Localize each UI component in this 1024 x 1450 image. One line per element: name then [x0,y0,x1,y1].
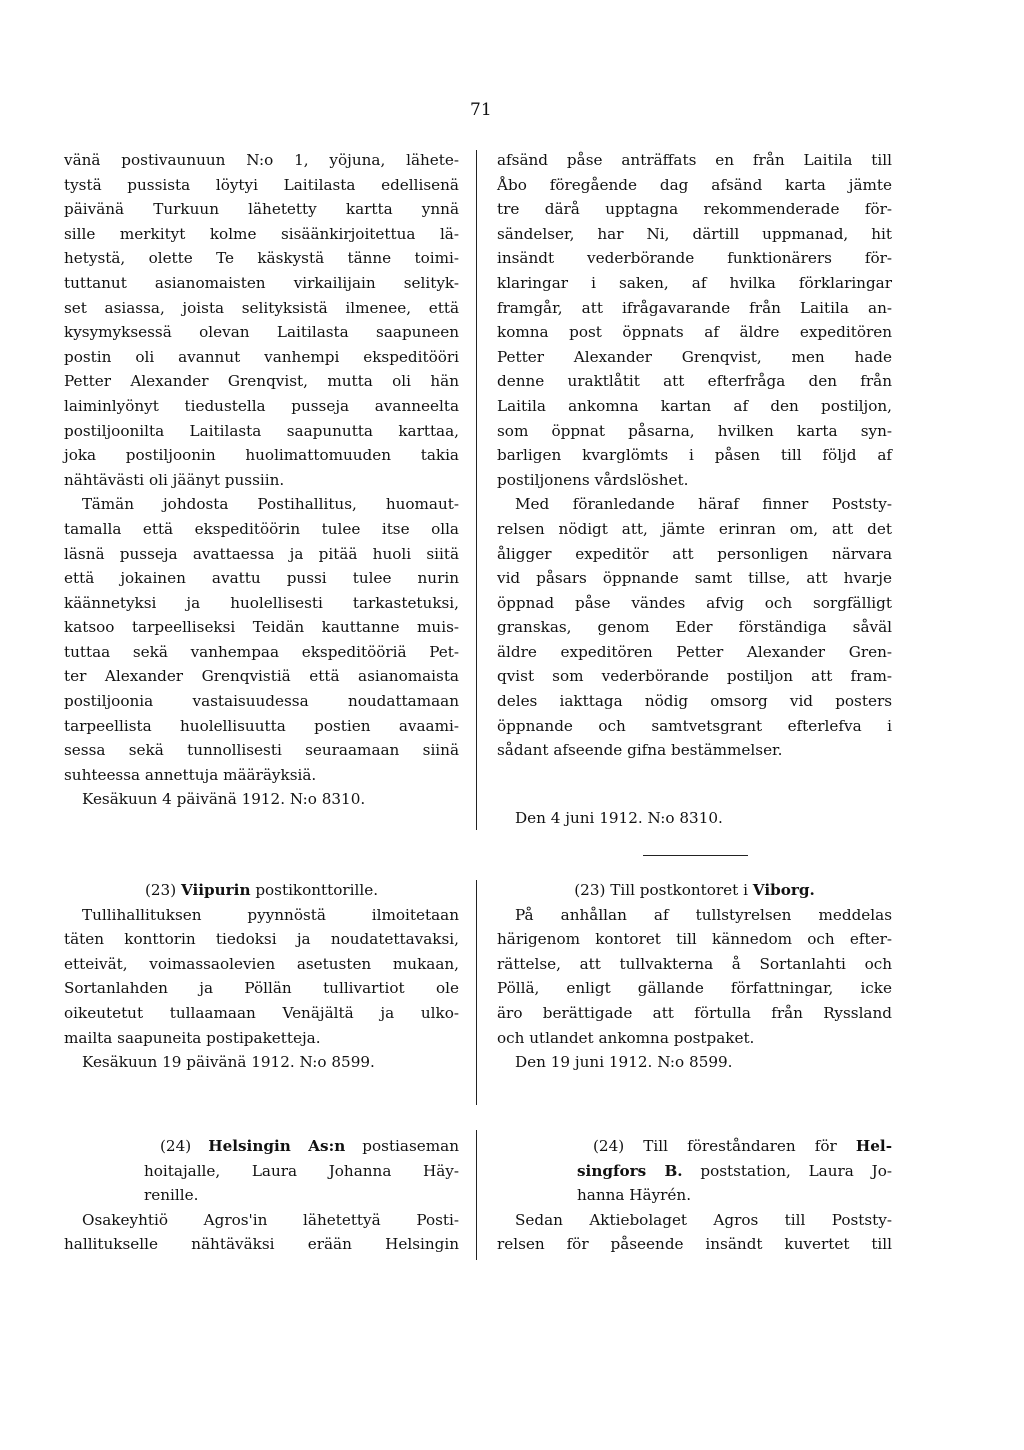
page-number: 71 [470,100,492,120]
text-line: Tullihallituksen pyynnöstä ilmoitetaan [82,905,459,924]
section-23-heading: (23) Viipurin postikonttorille. [144,881,379,899]
section-24-heading-3: renille. [144,1186,199,1205]
text-line: Tämän johdosta Postihallitus, huomaut- [82,495,459,514]
text-line: På anhållan af tullstyrelsen meddelas [515,905,892,924]
text-line: ter Alexander Grenqvistiä että asianomaista [64,667,459,686]
text-line: täten konttorin tiedoksi ja noudatettavaksi, [64,930,459,949]
text-line: set asiassa, joista selityksistä ilmenee, että [64,298,459,317]
text-line: relsen nödigt att, jämte erinran om, att det [497,519,892,538]
text-line: denne uraktlåtit att efterfråga den från [497,372,892,391]
section-24-heading: (24) Helsingin As:n postiaseman [160,1137,459,1155]
text-line: rättelse, att tullvakterna å Sortanlahti och [497,954,892,973]
text-line: hallitukselle nähtäväksi erään Helsingin [64,1235,459,1254]
text-line: postin oli avannut vanhempi ekspeditööri [64,347,459,366]
text-line: tuttaa sekä vanhempaa ekspeditööriä Pet- [64,642,459,661]
text-line: afsänd påse anträffats en från Laitila till [497,151,892,169]
text-line: suhteessa annettuja määräyksiä. [64,765,317,784]
text-line: joka postiljoonin huolimattomuuden takia [64,446,459,465]
text-line: tre därå upptagna rekommenderade för- [497,200,892,219]
text-line: Petter Alexander Grenqvist, mutta oli hän [64,372,459,391]
section-23-swedish [497,878,892,1075]
section-24-finnish [64,1134,459,1257]
text-line: katsoo tarpeelliseksi Teidän kauttanne muis- [64,618,459,637]
text-line: laiminlyönyt tiedustella pusseja avanneelta [64,396,459,415]
text-line: kysymyksessä olevan Laitilasta saapuneen [64,323,459,342]
text-line: härigenom kontoret till kännedom och efter- [497,930,892,949]
text-line: sådant afseende gifna bestämmelser. [497,741,783,760]
right-column-section-1 [497,148,892,763]
section-24-swedish [497,1134,892,1257]
text-line: Pöllä, enligt gällande författningar, icke [497,979,892,998]
section-24-heading-sv-2: singfors B. poststation, Laura Jo- [577,1161,892,1180]
section-24-heading-2: hoitajalle, Laura Johanna Häy- [144,1161,459,1180]
text-line: Den 19 juni 1912. N:o 8599. [515,1053,733,1072]
text-line: etteivät, voimassaolevien asetusten mukaan, [64,954,459,973]
text-line: tamalla että ekspeditöörin tulee itse olla [64,519,459,538]
text-line: Kesäkuun 4 päivänä 1912. N:o 8310. [82,790,366,809]
text-line: Osakeyhtiö Agros'in lähetettyä Posti- [82,1210,459,1229]
section-24-heading-sv-3: hanna Häyrén. [577,1186,692,1205]
text-line: och utlandet ankomna postpaket. [497,1028,755,1047]
text-line: relsen för påseende insändt kuvertet till [497,1235,892,1254]
text-line: tystä pussista löytyi Laitilasta edellisenä [64,175,459,194]
text-line: Kesäkuun 19 päivänä 1912. N:o 8599. [82,1053,375,1072]
text-line: postiljoonilta Laitilasta saapunutta karttaa, [64,421,459,440]
text-line: komna post öppnats af äldre expeditören [497,323,892,342]
text-line: postiljonens vårdslöshet. [497,470,689,489]
text-line: nähtävästi oli jäänyt pussiin. [64,470,285,489]
text-line: tarpeellista huolellisuutta postien avaami- [64,716,459,735]
text-line: barligen kvarglömts i påsen till följd af [497,446,892,465]
text-line: että jokainen avattu pussi tulee nurin [64,569,459,588]
column-divider-middle [476,880,477,1105]
text-line: framgår, att ifrågavarande från Laitila an- [497,298,892,317]
text-line: sändelser, har Ni, därtill uppmanad, hit [497,224,892,243]
text-line: oikeutetut tullaamaan Venäjältä ja ulko- [64,1003,459,1022]
text-line: Laitila ankomna kartan af den postiljon, [497,396,892,415]
text-line: klaringar i saken, af hvilka förklaringar [497,273,892,292]
section-rule [643,855,748,856]
section-23-heading-sv: (23) Till postkontoret i Viborg. [574,881,815,899]
text-line: qvist som vederbörande postiljon att fram- [497,667,892,686]
right-column-date [497,806,892,831]
text-line: hetystä, olette Te käskystä tänne toimi- [64,249,459,268]
text-line: sessa sekä tunnollisesti seuraamaan siinä [64,741,459,760]
text-line: åligger expeditör att personligen närvara [497,544,892,563]
text-line: päivänä Turkuun lähetetty kartta ynnä [64,200,459,219]
text-line: öppnad påse vändes afvig och sorgfälligt [497,593,892,612]
text-line: postiljoonia vastaisuudessa noudattamaan [64,692,459,711]
text-line: sille merkityt kolme sisäänkirjoitettua lä- [64,224,459,243]
text-line: käännetyksi ja huolellisesti tarkastetuksi, [64,593,459,612]
text-line: deles iakttaga nödig omsorg vid posters [497,692,892,711]
text-line: Petter Alexander Grenqvist, men hade [497,347,892,366]
text-line: Sortanlahden ja Pöllän tullivartiot ole [64,979,459,998]
text-line: som öppnat påsarna, hvilken karta syn- [497,421,892,440]
text-line: granskas, genom Eder förständiga såväl [497,618,892,637]
text-line: insändt vederbörande funktionärers för- [497,249,892,268]
section-24-heading-sv: (24) Till föreståndaren för Hel- [593,1137,892,1155]
date-line: Den 4 juni 1912. N:o 8310. [515,809,723,827]
text-line: vid påsars öppnande samt tillse, att hvarje [497,569,892,588]
column-divider-top [476,150,477,830]
left-column-section-1 [64,148,459,812]
column-divider-bottom [476,1130,477,1260]
text-line: Åbo föregående dag afsänd karta jämte [497,175,892,194]
text-line: äro berättigade att förtulla från Ryssland [497,1003,892,1022]
text-line: tuttanut asianomaisten virkailijain selityk- [64,273,459,292]
text-line: vänä postivaunuun N:o 1, yöjuna, lähete- [64,151,459,169]
text-line: äldre expeditören Petter Alexander Gren- [497,642,892,661]
text-line: mailta saapuneita postipaketteja. [64,1028,321,1047]
text-line: öppnande och samtvetsgrant efterlefva i [497,716,892,735]
text-line: Sedan Aktiebolaget Agros till Poststy- [515,1210,892,1229]
section-23-finnish [64,878,459,1075]
text-line: Med föranledande häraf finner Poststy- [515,495,892,514]
text-line: läsnä pusseja avattaessa ja pitää huoli siitä [64,544,459,563]
